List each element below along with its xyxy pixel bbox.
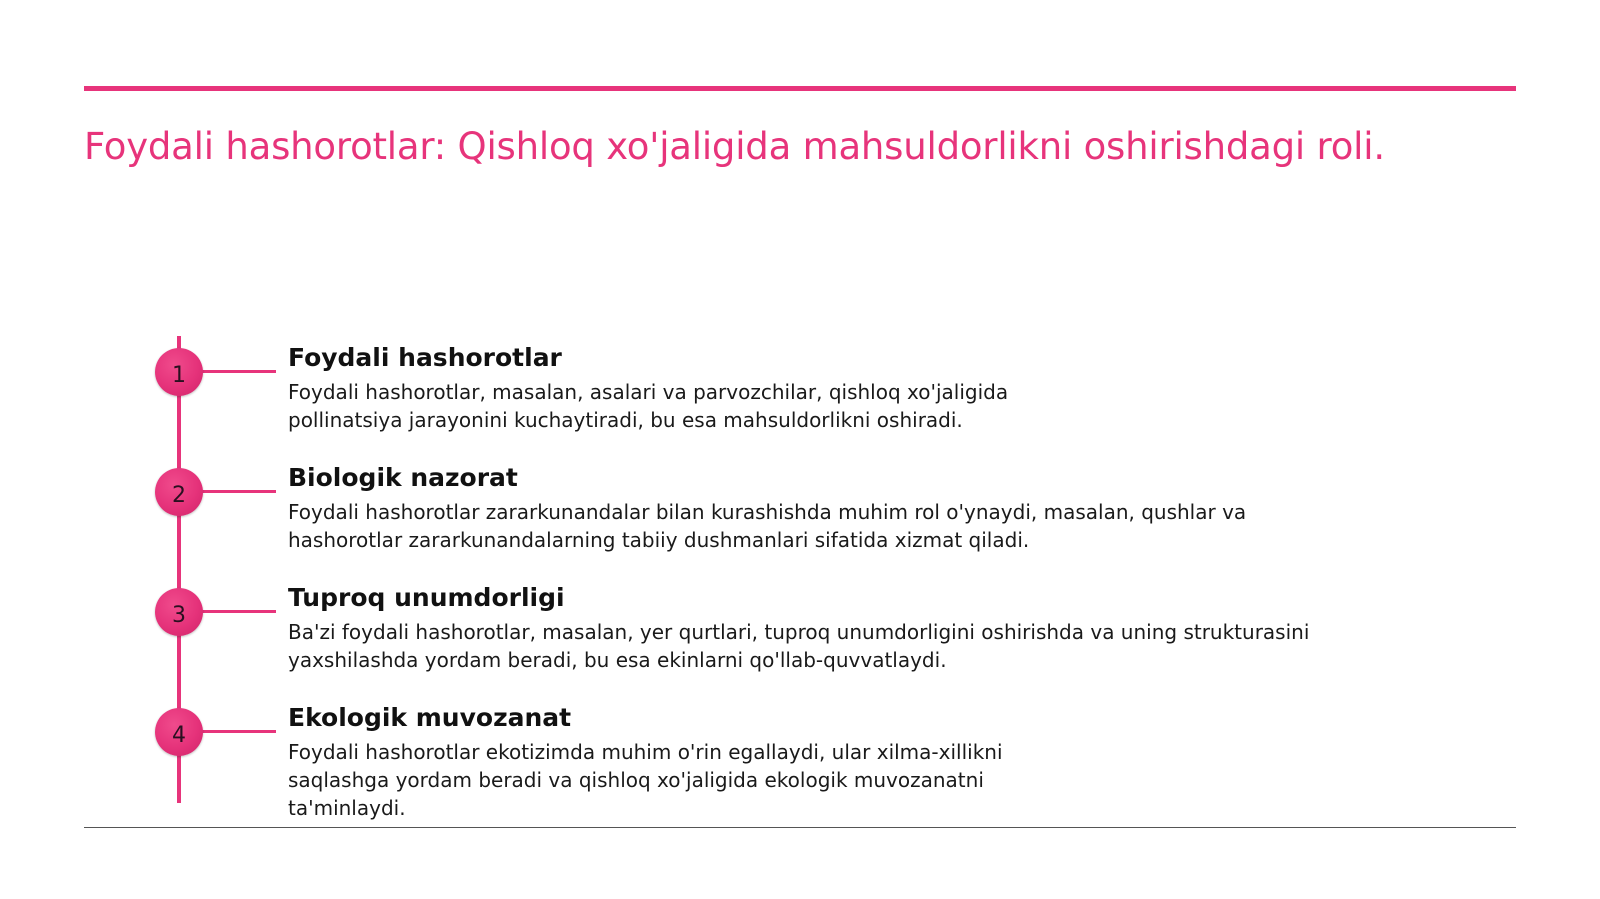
timeline-marker-2 — [155, 468, 203, 516]
timeline-marker-number: 4 — [172, 723, 186, 748]
timeline-marker-1 — [155, 348, 203, 396]
timeline-item-text-4-line-2: saqlashga yordam beradi va qishloq xo'jaligida ekologik muvozanatni — [288, 768, 984, 792]
timeline-connector-2 — [200, 490, 276, 493]
timeline-item-heading-1: Foydali hashorotlar — [288, 343, 562, 372]
timeline-marker-number: 2 — [172, 483, 186, 508]
timeline-item-text-4-line-3: ta'minlaydi. — [288, 796, 406, 820]
footer-divider — [84, 827, 1516, 828]
timeline-item-text-3-line-2: yaxshilashda yordam beradi, bu esa ekinlarni qo'llab-quvvatlaydi. — [288, 648, 947, 672]
timeline-item-text-3-line-1: Ba'zi foydali hashorotlar, masalan, yer qurtlari, tuproq unumdorligini oshirishda va uning strukturasini — [288, 620, 1310, 644]
timeline-connector-1 — [200, 370, 276, 373]
timeline-connector-3 — [200, 610, 276, 613]
timeline-item-text-1-line-1: Foydali hashorotlar, masalan, asalari va parvozchilar, qishloq xo'jaligida — [288, 380, 1009, 404]
timeline-connector-4 — [200, 730, 276, 733]
timeline-item-heading-2: Biologik nazorat — [288, 463, 518, 492]
timeline-item-text-1-line-2: pollinatsiya jarayonini kuchaytiradi, bu esa mahsuldorlikni oshiradi. — [288, 408, 963, 432]
timeline-item-text-2-line-1: Foydali hashorotlar zararkunandalar bilan kurashishda muhim rol o'ynaydi, masalan, qushlar va — [288, 500, 1247, 524]
timeline-marker-4 — [155, 708, 203, 756]
slide-title: Foydali hashorotlar: Qishloq xo'jaligida mahsuldorlikni oshirishdagi roli. — [84, 125, 1385, 168]
timeline-item-text-4-line-1: Foydali hashorotlar ekotizimda muhim o'rin egallaydi, ular xilma-xillikni — [288, 740, 1003, 764]
timeline-item-heading-4: Ekologik muvozanat — [288, 703, 572, 732]
timeline-item-text-2-line-2: hashorotlar zararkunandalarning tabiiy dushmanlari sifatida xizmat qiladi. — [288, 528, 1030, 552]
timeline-marker-3 — [155, 588, 203, 636]
timeline-marker-number: 3 — [172, 603, 186, 628]
title-accent-rule — [84, 86, 1516, 91]
timeline-item-heading-3: Tuproq unumdorligi — [288, 583, 565, 612]
timeline-marker-number: 1 — [172, 363, 186, 388]
